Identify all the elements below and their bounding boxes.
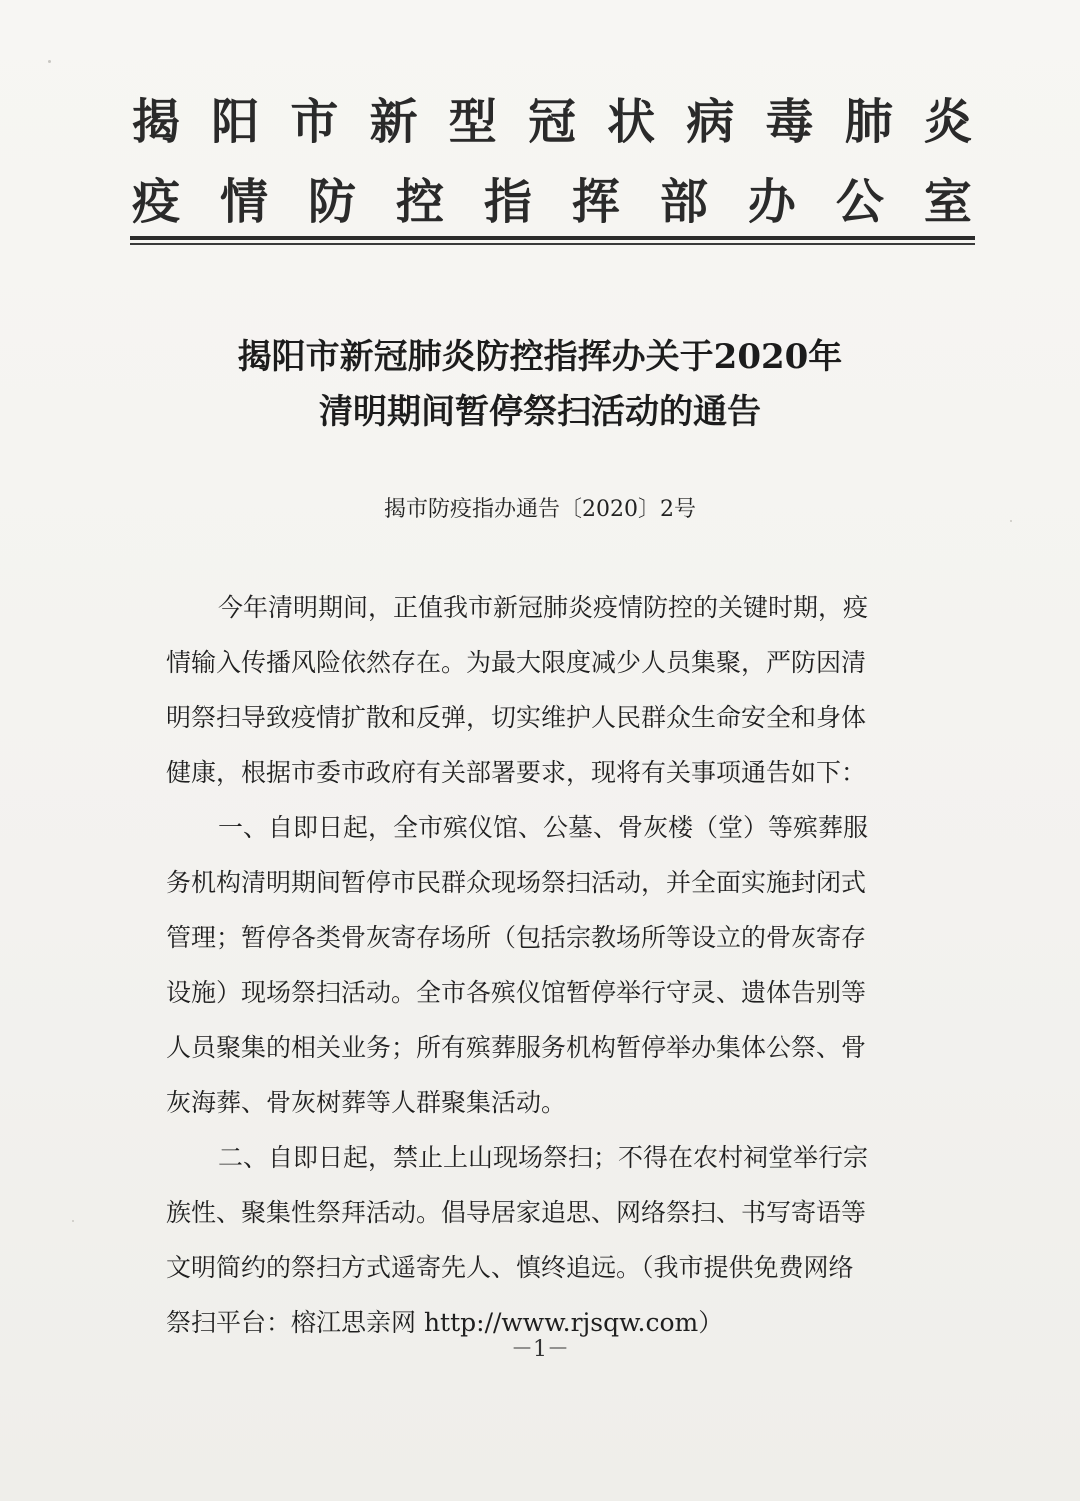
letterhead-line-2 <box>132 174 972 230</box>
body-line: 族性、聚集性祭拜活动。倡导居家追思、网络祭扫、书写寄语等 <box>166 1198 867 1227</box>
letterhead-char: 炎 <box>923 94 972 150</box>
body-line: 管理；暂停各类骨灰寄存场所（包括宗教场所等设立的骨灰寄存 <box>166 923 867 952</box>
letterhead-char: 病 <box>686 94 735 150</box>
letterhead <box>132 94 972 230</box>
scan-speck <box>48 60 51 63</box>
document-number: 揭市防疫指办通告〔2020〕2号 <box>384 497 696 522</box>
notice-title-line-1: 揭阳市新冠肺炎防控指挥办关于2020年 <box>237 337 843 377</box>
body-line: 文明简约的祭扫方式遥寄先人、慎终追远。（我市提供免费网络 <box>166 1253 854 1282</box>
body-line: 一、自即日起，全市殡仪馆、公墓、骨灰楼（堂）等殡葬服 <box>218 813 869 842</box>
letterhead-char: 状 <box>607 94 656 150</box>
notice-body <box>166 593 956 1363</box>
body-line: 灰海葬、骨灰树葬等人群聚集活动。 <box>166 1088 567 1117</box>
letterhead-char: 揭 <box>132 94 181 150</box>
letterhead-char: 肺 <box>844 94 893 150</box>
scan-speck <box>1010 520 1012 522</box>
body-line: 设施）现场祭扫活动。全市各殡仪馆暂停举行守灵、遗体告别等 <box>166 978 867 1007</box>
letterhead-char: 情 <box>219 174 268 230</box>
body-line: 健康，根据市委市政府有关部署要求，现将有关事项通告如下： <box>166 758 867 787</box>
body-line: 人员聚集的相关业务；所有殡葬服务机构暂停举办集体公祭、骨 <box>166 1033 867 1062</box>
letterhead-rule-thick <box>130 236 975 240</box>
letterhead-line-1 <box>132 94 972 150</box>
page-number: －1－ <box>511 1337 569 1362</box>
letterhead-char: 毒 <box>765 94 814 150</box>
body-line: 情输入传播风险依然存在。为最大限度减少人员集聚，严防因清 <box>166 648 867 677</box>
letterhead-char: 办 <box>747 174 796 230</box>
letterhead-char: 控 <box>395 174 444 230</box>
letterhead-char: 市 <box>290 94 339 150</box>
scan-speck <box>72 1220 74 1222</box>
body-line: 明祭扫导致疫情扩散和反弹，切实维护人民群众生命安全和身体 <box>166 703 867 732</box>
letterhead-char: 公 <box>835 174 884 230</box>
letterhead-char: 指 <box>483 174 532 230</box>
letterhead-rule-thin <box>130 243 975 245</box>
letterhead-char: 阳 <box>211 94 260 150</box>
letterhead-char: 新 <box>369 94 418 150</box>
body-line: 祭扫平台：榕江思亲网 http://www.rjsqw.com） <box>166 1308 724 1337</box>
letterhead-char: 冠 <box>527 94 576 150</box>
letterhead-char: 疫 <box>132 174 181 230</box>
notice-title-line-2: 清明期间暂停祭扫活动的通告 <box>319 392 761 432</box>
body-line: 二、自即日起，禁止上山现场祭扫；不得在农村祠堂举行宗 <box>218 1143 869 1172</box>
letterhead-char: 型 <box>448 94 497 150</box>
body-line: 今年清明期间，正值我市新冠肺炎疫情防控的关键时期，疫 <box>218 593 869 622</box>
body-line: 务机构清明期间暂停市民群众现场祭扫活动，并全面实施封闭式 <box>166 868 867 897</box>
letterhead-char: 室 <box>923 174 972 230</box>
letterhead-char: 挥 <box>571 174 620 230</box>
letterhead-char: 防 <box>307 174 356 230</box>
letterhead-char: 部 <box>659 174 708 230</box>
